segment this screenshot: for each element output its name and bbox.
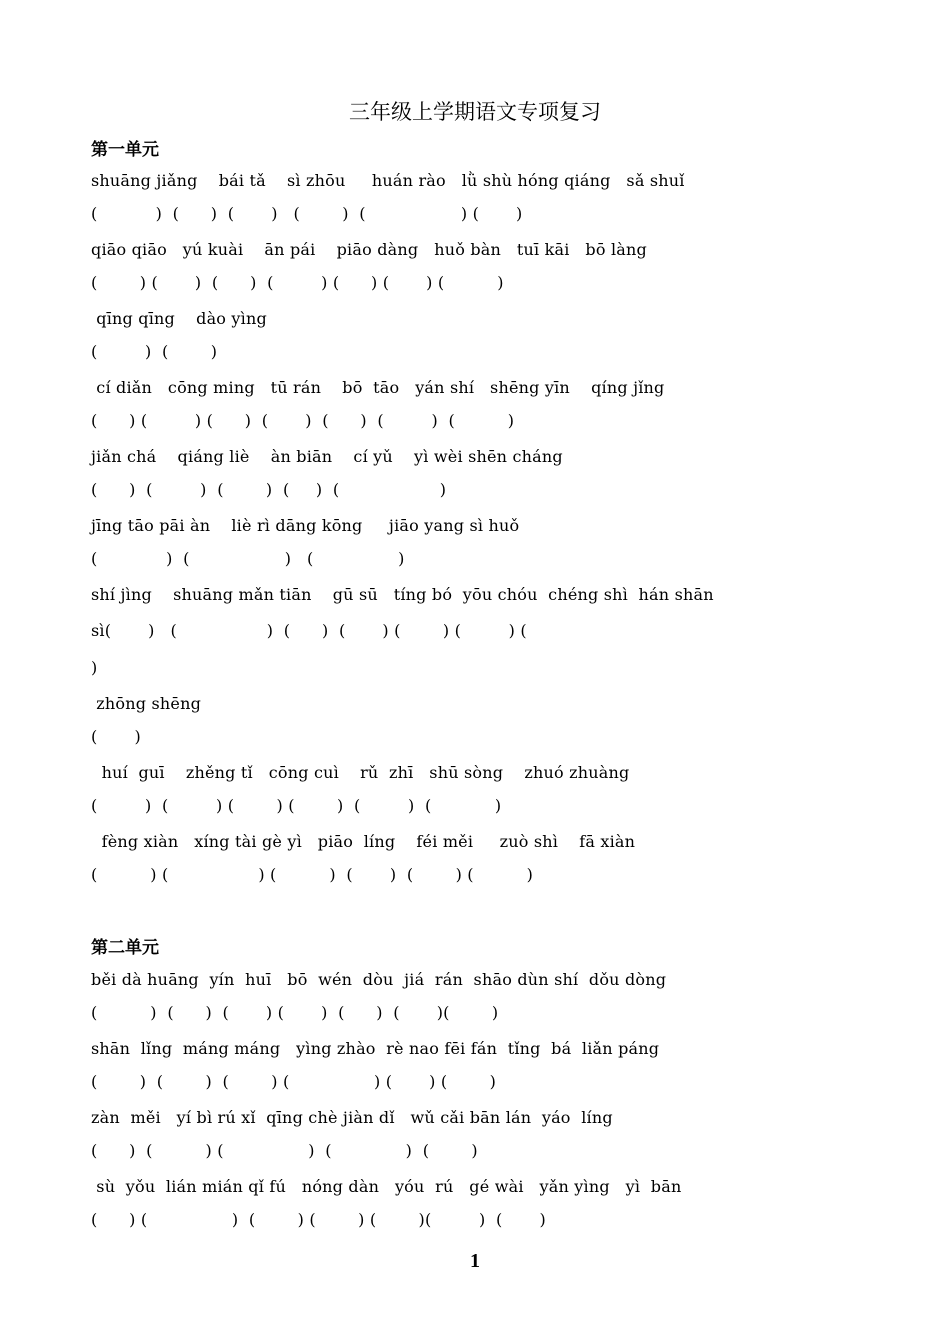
answer-blank-line: ( ) ( ) ( ) ( ) ( )( ) ( ) <box>91 1210 546 1229</box>
answer-blank-line: ( ) ( ) ( ) ( ) ( ) ( ) ( ) <box>91 273 504 292</box>
answer-blank-line: ( ) ( ) ( ) ( ) ( ) ( ) ( ) <box>91 411 515 430</box>
pinyin-line: qiāo qiāo yú kuài ān pái piāo dàng huǒ bàn tuī kāi bō làng <box>91 240 647 259</box>
unit-1-heading: 第一单元 <box>91 140 159 160</box>
pinyin-line: jiǎn chá qiáng liè àn biān cí yǔ yì wèi shēn cháng <box>91 447 563 466</box>
pinyin-line: běi dà huāng yín huī bō wén dòu jiá rán shāo dùn shí dǒu dòng <box>91 970 667 989</box>
answer-blank-line: ( ) ( ) ( ) <box>91 549 405 568</box>
pinyin-line: fèng xiàn xíng tài gè yì piāo líng féi měi zuò shì fā xiàn <box>91 832 636 851</box>
answer-blank-line: ( ) ( ) ( ) ( ) ( ) ( )( ) <box>91 1003 499 1022</box>
answer-blank-line: ) <box>91 658 98 677</box>
pinyin-line: huí guī zhěng tǐ cōng cuì rǔ zhī shū sòng zhuó zhuàng <box>91 763 630 782</box>
answer-blank-line: ( ) ( ) ( ) ( ) ( ) ( ) <box>91 204 523 223</box>
answer-blank-line: ( ) ( ) ( ) ( ) ( ) ( ) <box>91 1072 497 1091</box>
answer-blank-line: ( ) ( ) ( ) ( ) ( ) <box>91 480 447 499</box>
answer-blank-line: ( ) ( ) ( ) ( ) ( ) ( ) <box>91 865 534 884</box>
pinyin-line: qīng qīng dào yìng <box>91 309 267 328</box>
page-title: 三年级上学期语文专项复习 <box>349 100 601 124</box>
answer-blank-line: ( ) <box>91 727 141 746</box>
pinyin-line: shān lǐng máng máng yìng zhào rè nao fēi fán tǐng bá liǎn páng <box>91 1039 660 1058</box>
pinyin-line: cí diǎn cōng ming tū rán bō tāo yán shí shēng yīn qíng jǐng <box>91 378 665 397</box>
page-number: 1 <box>470 1250 480 1272</box>
answer-blank-line: ( ) ( ) <box>91 342 218 361</box>
pinyin-line: shuāng jiǎng bái tǎ sì zhōu huán rào lǜ shù hóng qiáng sǎ shuǐ <box>91 171 685 190</box>
pinyin-line: zhōng shēng <box>91 694 202 713</box>
pinyin-line: sù yǒu lián mián qǐ fú nóng dàn yóu rú gé wài yǎn yìng yì bān <box>91 1177 682 1196</box>
answer-blank-line: ( ) ( ) ( ) ( ) ( ) ( ) <box>91 796 502 815</box>
unit-2-heading: 第二单元 <box>91 938 159 958</box>
answer-blank-line: ( ) ( ) ( ) ( ) ( ) <box>91 1141 478 1160</box>
answer-blank-line: sì( ) ( ) ( ) ( ) ( ) ( ) ( <box>91 621 527 640</box>
pinyin-line: jīng tāo pāi àn liè rì dāng kōng jiāo yang sì huǒ <box>91 516 520 535</box>
pinyin-line: shí jìng shuāng mǎn tiān gū sū tíng bó yōu chóu chéng shì hán shān <box>91 585 714 604</box>
pinyin-line: zàn měi yí bì rú xǐ qīng chè jiàn dǐ wǔ cǎi bān lán yáo líng <box>91 1108 613 1127</box>
